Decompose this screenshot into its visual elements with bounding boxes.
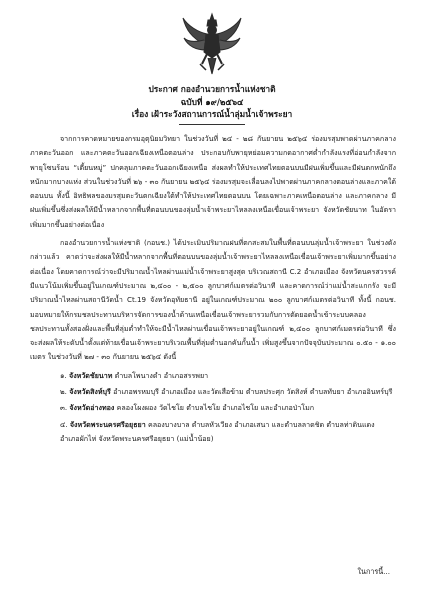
province-name: จังหวัดชัยนาท <box>69 370 113 380</box>
province-name: จังหวัดพระนครศรีอยุธยา <box>69 419 146 429</box>
province-number: ๔. <box>60 419 68 429</box>
continuation-text: ในการนี้... <box>357 567 390 576</box>
paragraph-weather-forecast: จากการคาดหมายของกรมอุตุนิยมวิทยา ในช่วงวันที่ ๒๔ - ๒๘ กันยายน ๒๕๖๔ ร่องมรสุมพาดผ่านภาคกลาง ภาคตะวันออก และภาคตะวันออกเฉียงเหนือตอนล่าง ประกอบกับพายุหย่อมความกดอากาศต่ำกำลังแรงที่อ่อนกำลังจาก พายุโซนร้อน “เตี้ยนหมู่” ปกคลุมภาคตะวันออกเฉียงเหนือ ส่งผลทำให้ประเทศไทยตอนบนมีฝนเพิ่มขึ้นและมีฝนตกหนักถึงหนักมากบางแห่ง ส่วนในช่วงวันที่ ๒๖ - ๓๐ กันยายน ๒๕๖๔ ร่องมรสุมจะเลื่อนลงไปพาดผ่านภาคกลางตอนล่างและภาคใต้ตอนบน ทั้งนี้ อิทธิพลของมรสุมตะวันตกเฉียงใต้ทำให้ประเทศไทยตอนบน โดยเฉพาะภาคเหนือตอนล่าง และภาคกลาง มีฝนเพิ่มขึ้นซึ่งส่งผลให้มีน้ำหลากจากพื้นที่ตอนบนของลุ่มน้ำเจ้าพระยาไหลลงเหนือเขื่อนเจ้าพระยา จังหวัดชัยนาท ในอัตราเพิ่มมากขึ้นอย่างต่อเนื่อง <box>30 134 396 229</box>
province-item <box>30 401 396 415</box>
province-detail: อำเภอพรหมบุรี อำเภอเมือง และวัดเสือข้าม ตำบลประศุก วัดสิงห์ ตำบลทับยา อำเภออินทร์บุรี <box>113 387 393 397</box>
announcement-header <box>0 83 424 121</box>
announcement-number: ฉบับที่ ๑๙/๒๕๖๔ <box>180 96 244 107</box>
province-item <box>30 418 396 447</box>
header-divider <box>179 124 245 125</box>
province-name: จังหวัดอ่างทอง <box>69 403 115 413</box>
announcement-body <box>30 132 396 448</box>
province-detail: คลองบางบาล ตำบลหัวเวียง อำเภอเสนา และตำบลลาดชิด ตำบลท่าดินแดง อำเภอผักไห่ จังหวัดพระนครศรีอยุธยา (แม่น้ำน้อย) <box>60 419 375 443</box>
province-detail: คลองโผงผอง วัดไชโย ตำบลไชโย อำเภอไชโย และอำเภอป่าโมก <box>116 403 315 413</box>
province-detail: ตำบลโพนางดำ อำเภอสรรพยา <box>114 370 209 380</box>
paragraph-water-assessment: กองอำนวยการน้ำแห่งชาติ (กอนช.) ได้ประเมินปริมาณฝนที่ตกสะสมในพื้นที่ตอนบนลุ่มน้ำเจ้าพระยา ในช่วงดังกล่าวแล้ว คาดว่าจะส่งผลให้มีน้ำหลากจากพื้นที่ตอนบนของลุ่มน้ำเจ้าพระยาไหลลงเหนือเขื่อนเจ้าพระยาเพิ่มมากขึ้นอย่างต่อเนื่อง โดยคาดการณ์ว่าจะมีปริมาณน้ำไหลผ่านแม่น้ำเจ้าพระยาสูงสุด บริเวณสถานี C.2 อำเภอเมือง จังหวัดนครสวรรค์ มีแนวโน้มเพิ่มขึ้นอยู่ในเกณฑ์ประมาณ ๒,๔๐๐ - ๒,๕๐๐ ลูกบาศก์เมตรต่อวินาที และคาดการณ์ว่าแม่น้ำสะแกกรัง จะมีปริมาณน้ำไหลผ่านสถานีวัดน้ำ Ct.19 จังหวัดอุทัยธานี อยู่ในเกณฑ์ประมาณ ๒๐๐ ลูกบาศก์เมตรต่อวินาที ทั้งนี้ กอนช. มอบหมายให้กรมชลประทานบริหารจัดการของน้ำด้านเหนือเขื่อนเจ้าพระยารวมกับการตัดยอดน้ำเข้าระบบคลองชลประทานทั้งสองฝั่งและพื้นที่ลุ่มต่ำทำให้จะมีน้ำไหลผ่านเขื่อนเจ้าพระยาอยู่ในเกณฑ์ ๒,๔๐๐ ลูกบาศก์เมตรต่อวินาที ซึ่งจะส่งผลให้ระดับน้ำตั้งแต่ท้ายเขื่อนเจ้าพระยาบริเวณพื้นที่ลุ่มต่ำนอกคันกั้นน้ำ เพิ่มสูงขึ้นจากปัจจุบันประมาณ ๐.๕๐ - ๑.๐๐ เมตร ในช่วงวันที่ ๒๗ - ๓๐ กันยายน ๒๕๖๔ ดังนี้ <box>30 238 396 362</box>
province-number: ๒. <box>60 387 67 397</box>
province-item <box>30 369 396 383</box>
garuda-emblem-icon <box>180 12 244 78</box>
province-number: ๓. <box>60 403 68 413</box>
issuer-title: ประกาศ กองอำนวยการน้ำแห่งชาติ <box>148 84 276 94</box>
announcement-subject: เรื่อง เฝ้าระวังสถานการณ์น้ำลุ่มน้ำเจ้าพระยา <box>131 109 293 119</box>
province-item <box>30 385 396 399</box>
province-number: ๑. <box>60 370 67 380</box>
province-name: จังหวัดสิงห์บุรี <box>69 387 111 397</box>
